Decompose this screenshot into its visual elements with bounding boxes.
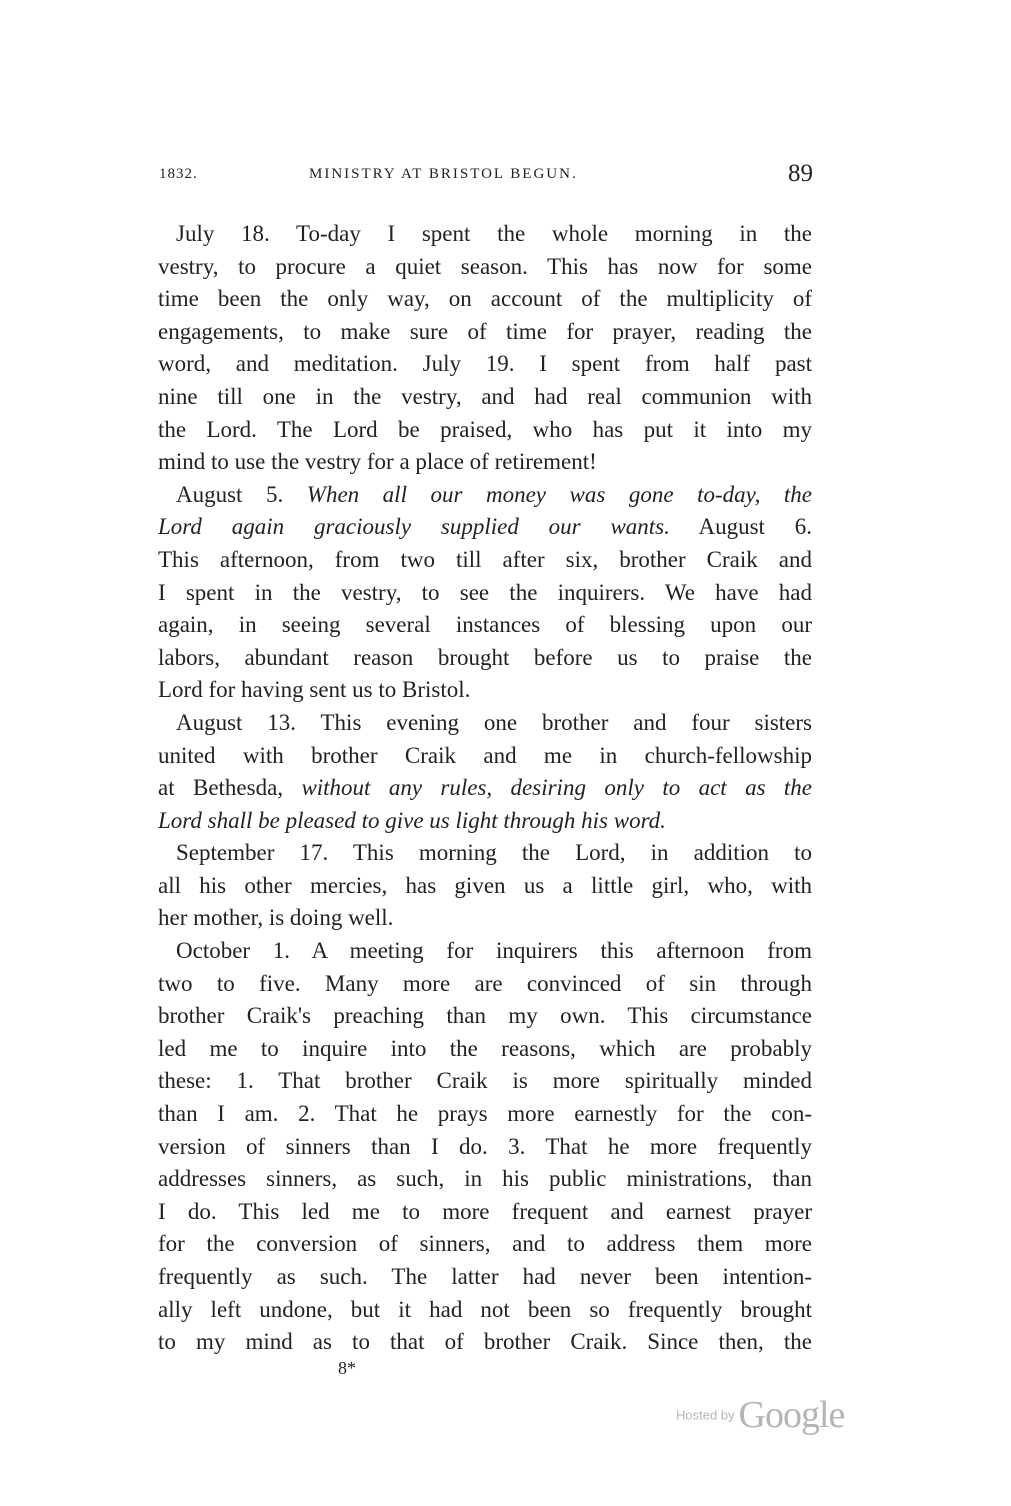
text-line	[158, 674, 812, 707]
text-segment: engagements, to make sure of time for prayer, reading the	[158, 318, 812, 344]
text-line	[158, 577, 812, 610]
running-head	[159, 160, 813, 192]
text-segment: August 13. This evening one brother and four sisters	[176, 709, 812, 735]
text-line	[158, 740, 812, 773]
text-segment: version of sinners than I do. 3. That he more frequently	[158, 1133, 812, 1159]
text-segment: ally left undone, but it had not been so frequently brought	[158, 1296, 812, 1322]
text-segment: united with brother Craik and me in church-fellowship	[158, 742, 812, 768]
text-segment: September 17. This morning the Lord, in addition to	[176, 840, 812, 866]
text-segment: addresses sinners, as such, in his public ministrations, than	[158, 1166, 812, 1192]
text-segment: vestry, to procure a quiet season. This has now for some	[158, 253, 812, 279]
text-segment: brother Craik's preaching than my own. This circumstance	[158, 1003, 812, 1029]
text-segment: nine till one in the vestry, and had real communion with	[158, 383, 812, 409]
text-line	[158, 837, 812, 870]
text-line	[158, 642, 812, 675]
text-segment: to my mind as to that of brother Craik. Since then, the	[158, 1329, 812, 1355]
watermark-brand-text: Google	[738, 1394, 845, 1436]
text-line	[158, 544, 812, 577]
text-segment: than I am. 2. That he prays more earnestly for the con-	[158, 1101, 812, 1127]
text-line	[158, 381, 812, 414]
body-text	[158, 218, 812, 1359]
text-segment: This afternoon, from two till after six, brother Craik and	[158, 546, 812, 572]
text-line	[158, 1294, 812, 1327]
text-line	[158, 968, 812, 1001]
text-line	[158, 283, 812, 316]
text-line	[158, 348, 812, 381]
text-segment: mind to use the vestry for a place of retirement!	[158, 449, 597, 475]
page-number: 89	[788, 160, 813, 187]
signature-mark: 8*	[338, 1358, 356, 1378]
text-line	[158, 870, 812, 903]
text-segment: July 18. To-day I spent the whole morning in the	[176, 221, 812, 246]
text-segment: the Lord. The Lord be praised, who has put it into my	[158, 416, 812, 442]
text-segment: again, in seeing several instances of blessing upon our	[158, 612, 812, 638]
text-line	[158, 1163, 812, 1196]
text-line	[158, 1033, 812, 1066]
google-watermark	[676, 1393, 844, 1437]
text-line	[158, 479, 812, 512]
text-line	[158, 1065, 812, 1098]
text-line	[158, 707, 812, 740]
text-segment: August 6.	[669, 514, 812, 540]
text-line	[158, 251, 812, 284]
italic-segment: without any rules, desiring only to act as the	[301, 775, 812, 801]
text-segment: frequently as such. The latter had never been intention-	[158, 1264, 812, 1289]
italic-segment: Lord again graciously supplied our wants.	[158, 514, 670, 540]
text-line	[158, 511, 812, 544]
italic-segment: When all our money was gone to-day, the	[306, 481, 812, 507]
header-year: 1832.	[159, 166, 198, 182]
header-title: MINISTRY AT BRISTOL BEGUN.	[309, 166, 578, 182]
text-line	[158, 446, 812, 479]
text-line	[158, 805, 812, 838]
text-segment: her mother, is doing well.	[158, 905, 394, 931]
text-line	[158, 414, 812, 447]
text-line	[158, 1098, 812, 1131]
text-segment: I spent in the vestry, to see the inquirers. We have had	[158, 579, 812, 605]
text-line	[158, 1000, 812, 1033]
text-segment: labors, abundant reason brought before us to praise the	[158, 644, 812, 670]
text-segment: at Bethesda,	[158, 775, 302, 801]
text-segment: for the conversion of sinners, and to address them more	[158, 1231, 812, 1257]
text-segment: these: 1. That brother Craik is more spiritually minded	[158, 1068, 812, 1094]
text-line	[158, 1261, 812, 1294]
text-line	[158, 1228, 812, 1261]
text-segment: all his other mercies, has given us a little girl, who, with	[158, 872, 812, 898]
text-segment: two to five. Many more are convinced of sin through	[158, 970, 812, 996]
text-segment: October 1. A meeting for inquirers this afternoon from	[176, 938, 812, 964]
text-line	[158, 1196, 812, 1229]
text-line	[158, 1326, 812, 1359]
text-segment: I do. This led me to more frequent and earnest prayer	[158, 1198, 812, 1224]
text-line	[158, 316, 812, 349]
text-line	[158, 218, 812, 251]
text-line	[158, 935, 812, 968]
text-line	[158, 772, 812, 805]
text-segment: Lord for having sent us to Bristol.	[158, 677, 471, 703]
text-segment: led me to inquire into the reasons, which are probably	[158, 1035, 812, 1061]
italic-segment: Lord shall be pleased to give us light through his word.	[158, 807, 666, 833]
text-line	[158, 1131, 812, 1164]
watermark-hosted-text: Hosted by	[676, 1407, 735, 1423]
text-segment: August 5.	[176, 481, 307, 507]
text-line	[158, 902, 812, 935]
text-segment: time been the only way, on account of the multiplicity of	[158, 286, 812, 312]
text-segment: word, and meditation. July 19. I spent from half past	[158, 351, 812, 377]
text-line	[158, 609, 812, 642]
